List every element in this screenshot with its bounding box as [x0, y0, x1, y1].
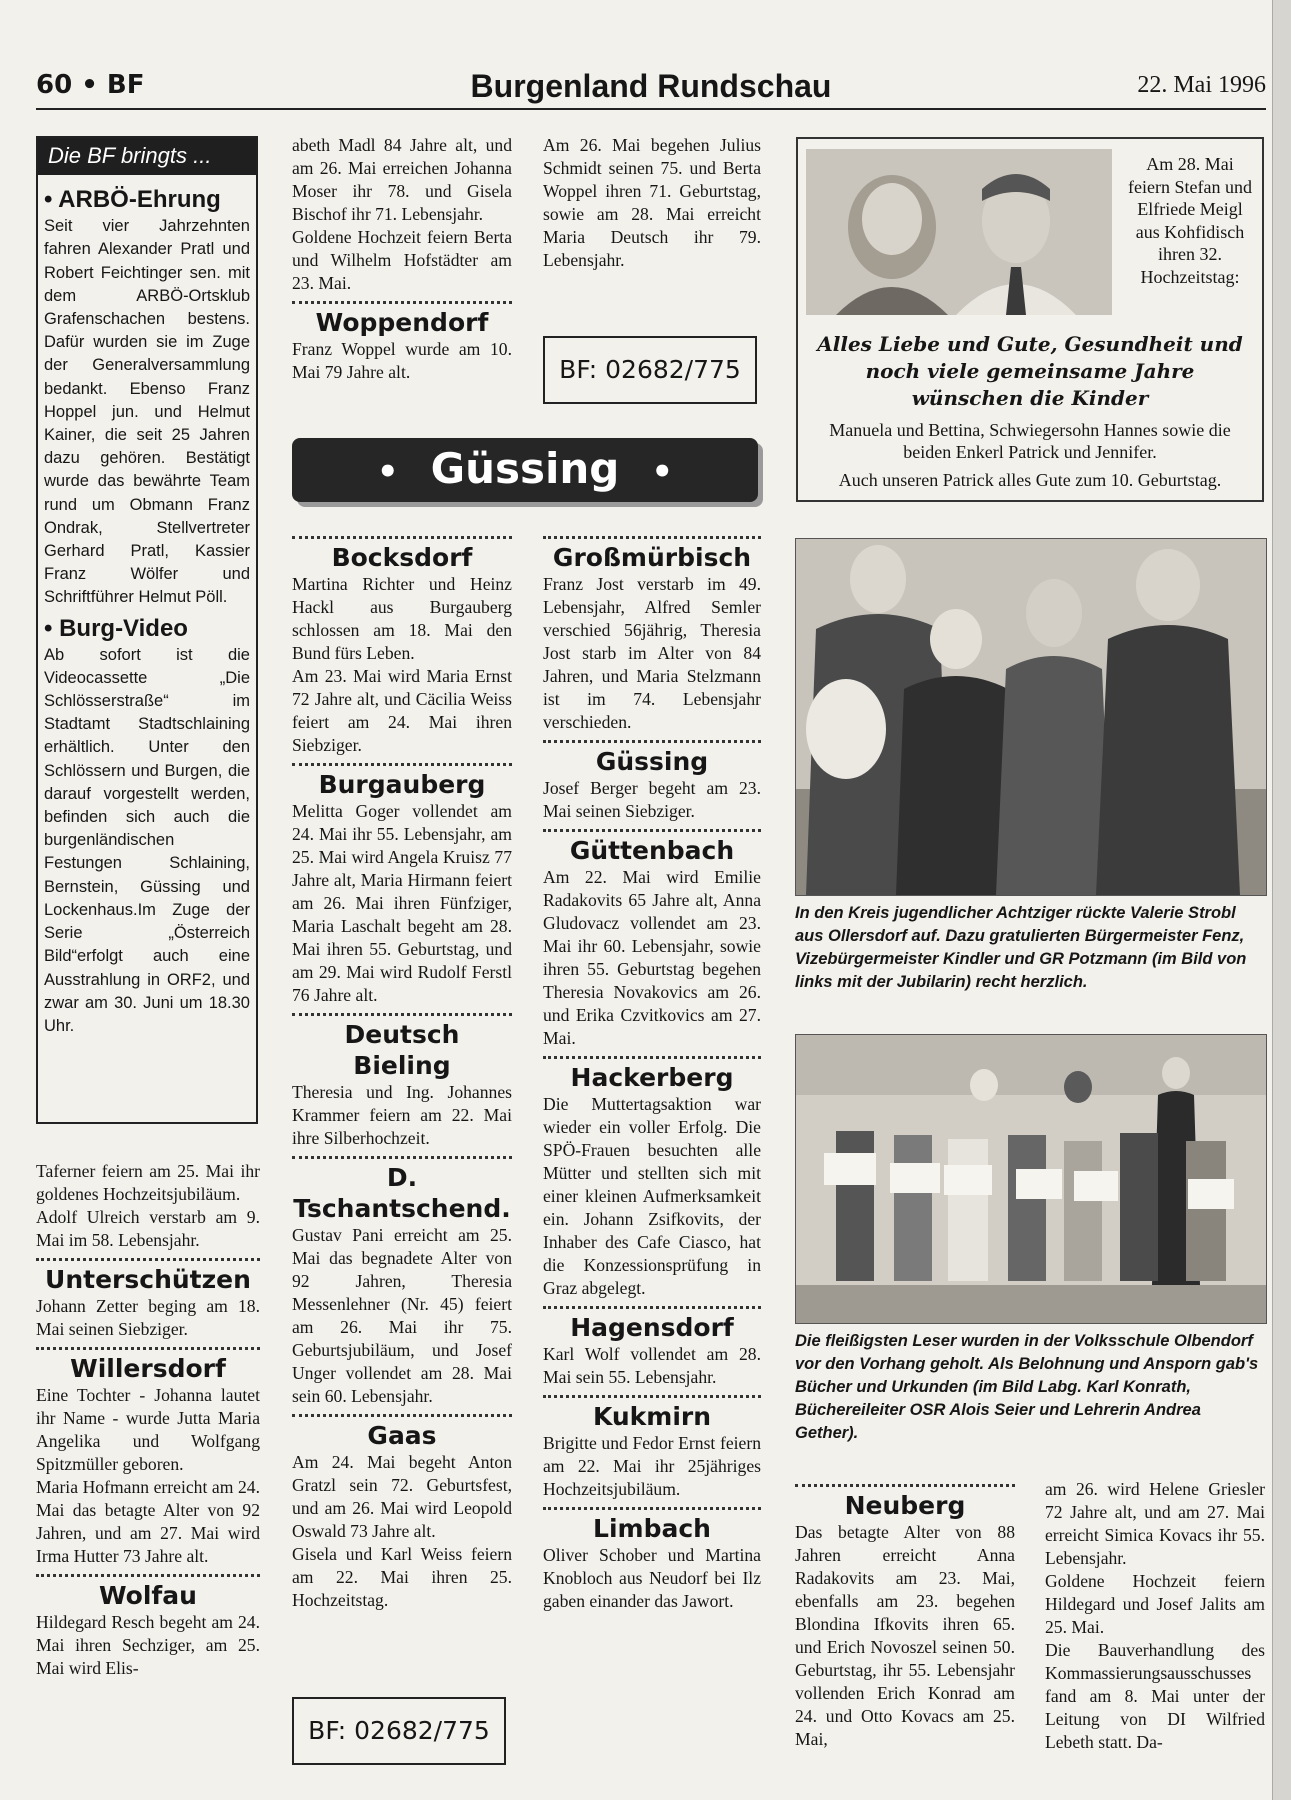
divider [795, 1484, 1015, 1487]
gaas-text-2: Gisela und Karl Weiss feiern am 22. Mai ihren 25. Hochzeitstag. [292, 1544, 512, 1610]
hagensdorf-text: Karl Wolf vollendet am 28. Mai sein 55. Lebensjahr. [543, 1344, 761, 1387]
phone-box-top: BF: 02682/775 [543, 336, 757, 404]
willersdorf-text-2: Maria Hofmann erreicht am 24. Mai das betagte Alter von 92 Jahren, und am 27. Mai wird Irma Hutter 73 Jahre alt. [36, 1477, 260, 1566]
divider [543, 829, 761, 832]
madl-text: abeth Madl 84 Jahre alt, und am 26. Mai erreichen Johanna Moser ihr 78. und Gisela Bischof ihr 71. Lebensjahr. [292, 135, 512, 224]
ad-side-text: Am 28. Mai feiern Stefan und Elfriede Meigl aus Kohfidisch ihren 32. Hochzeitstag: [1128, 154, 1252, 287]
couple-photo-art [806, 149, 1112, 315]
page-header [36, 68, 1266, 108]
divider [543, 536, 761, 539]
ad-note: Auch unseren Patrick alles Gute zum 10. Geburtstag. [838, 470, 1222, 490]
grossmuerbisch-head: Großmürbisch [552, 543, 752, 572]
column-5-bottom [1045, 1478, 1265, 1754]
divider [36, 1258, 260, 1261]
column-3-top [543, 134, 761, 272]
schmidt-text: Am 26. Mai begehen Julius Schmidt seinen 75. und Berta Woppel ihren 71. Geburtstag, sowie am 28. Mai erreicht Maria Deutsch ihr 79. Lebensjahr. [543, 135, 761, 270]
burg-video-head: • Burg-Video [44, 614, 188, 642]
hackerberg-head: Hackerberg [570, 1063, 734, 1092]
limbach-text: Oliver Schober und Martina Knobloch aus Neudorf bei Ilz gaben einander das Jawort. [543, 1545, 761, 1611]
guettenbach-head: Güttenbach [569, 836, 735, 865]
bocksdorf-head: Bocksdorf [331, 543, 473, 572]
guettenbach-text: Am 22. Mai wird Emilie Radakovits 65 Jahre alt, Anna Gludovacz vollendet am 23. Mai ihr 60. Lebensjahr, sowie ihren 55. Geburtstag begehen Theresia Novakovics am 26. und Erika Czvitkovics am 27. Mai. [543, 867, 761, 1048]
divider [543, 1056, 761, 1059]
tschantschend-text: Gustav Pani erreicht am 25. Mai das begnadete Alter von 92 Jahren, Theresia Messenlehner (Nr. 45) feiert am 26. Mai ihr 75. Geburtsjubiläum, und Josef Unger vollendet am 28. Mai sein 60. Lebensjahr. [292, 1225, 512, 1406]
column-1 [36, 1160, 260, 1680]
divider [292, 301, 512, 304]
column-2-top [292, 134, 512, 384]
kukmirn-head: Kukmirn [592, 1402, 712, 1431]
photo-jubilee [795, 538, 1267, 896]
divider [292, 1013, 512, 1016]
photo-school-art [796, 1035, 1266, 1323]
griesler-text: am 26. wird Helene Griesler 72 Jahre alt, und am 27. Mai erreicht Simica Kovacs ihr 55. Lebensjahr. [1045, 1479, 1265, 1568]
issue-date: 22. Mai 1996 [1137, 72, 1266, 98]
caption-jubilee: In den Kreis jugendlicher Achtziger rückte Valerie Strobl aus Ollersdorf auf. Dazu gratulierten Bürgermeister Fenz, Vizebürgermeister Kindler und GR Potzmann (im Bild von links mit der Jubilarin) recht herzlich. [795, 904, 1247, 991]
burgauberg-text: Melitta Goger vollendet am 24. Mai ihr 55. Lebensjahr, am 25. Mai wird Angela Kruisz 77 Jahre alt, Maria Hirmann feiert am 26. Mai ihren Fünfziger, Maria Laschalt begeht am 28. Mai ihren 55. Geburtstag, und am 29. Mai wird Rudolf Ferstl 76 Jahre alt. [292, 801, 512, 1005]
guessing-head: Güssing [595, 747, 709, 776]
bauverhandlung-text: Die Bauverhandlung des Kommassierungsausschusses fand am 8. Mai unter der Leitung von DI Wilfried Lebeth statt. Da- [1045, 1640, 1265, 1752]
grossmuerbisch-text: Franz Jost verstarb im 49. Lebensjahr, Alfred Semler verschied 56jährig, Theresia Jost starb im Alter von 84 Jahren, und Maria Stelzmann ist im 74. Lebensjahr verschieden. [543, 574, 761, 732]
ad-names: Manuela und Bettina, Schwiegersohn Hannes sowie die beiden Enkerl Patrick und Jennifer. [829, 420, 1231, 462]
deutsch-bieling-head: Deutsch Bieling [344, 1020, 460, 1080]
deutsch-bieling-text: Theresia und Ing. Johannes Krammer feiern am 22. Mai ihre Silberhochzeit. [292, 1082, 512, 1148]
hagensdorf-head: Hagensdorf [570, 1313, 734, 1342]
column-4-bottom [795, 1478, 1015, 1751]
kukmirn-text: Brigitte und Fedor Ernst feiern am 22. Mai ihr 25jähriges Hochzeitsjubiläum. [543, 1433, 761, 1499]
jalits-text: Goldene Hochzeit feiern Hildegard und Josef Jalits am 25. Mai. [1045, 1571, 1265, 1637]
bf-box-title: Die BF bringts ... [38, 138, 256, 175]
willersdorf-text-1: Eine Tochter - Johanna lautet ihr Name - wurde Jutta Maria Angelika und Wolfgang Spitzmüller geboren. [36, 1385, 260, 1474]
limbach-head: Limbach [593, 1514, 711, 1543]
divider [543, 740, 761, 743]
burgauberg-head: Burgauberg [318, 770, 486, 799]
guessing-text: Josef Berger begeht am 23. Mai seinen Siebziger. [543, 778, 761, 821]
divider [543, 1306, 761, 1309]
willersdorf-head: Willersdorf [70, 1354, 226, 1383]
page-spine [1272, 0, 1291, 1800]
arboe-ehrung-text: Seit vier Jahrzehnten fahren Alexander Pratl und Robert Feichtinger sen. mit dem ARBÖ-Ortsklub Grafenschachen bestens. Dafür wurden sie im Zuge der Generalversammlung bedankt. Ebenso Franz Hoppel jun. und Helmut Kainer, die seit 25 Jahren dazu gehören. Bestätigt wurde das bewährte Team rund um Obmann Franz Ondrak, Stellvertreter Gerhard Pratl, Kassier Franz Wölfer und Schriftführer Helmut Pöll. [44, 217, 250, 607]
paper-title: Burgenland Rundschau [470, 68, 832, 104]
gaas-head: Gaas [367, 1421, 437, 1450]
divider [292, 763, 512, 766]
bocksdorf-text-2: Am 23. Mai wird Maria Ernst 72 Jahre alt, und Cäcilia Weiss feiert am 24. Mai ihren Siebziger. [292, 666, 512, 755]
wolfau-text: Hildegard Resch begeht am 24. Mai ihren Sechziger, am 25. Mai wird Elis- [36, 1612, 260, 1678]
burg-video-text: Ab sofort ist die Videocassette „Die Schlösserstraße“ im Stadtamt Stadtschlaining erhältlich. Unter den Schlössern und Burgen, die darauf vorgestellt werden, befinden sich auch die burgenländischen Festungen Schlaining, Bernstein, Güssing und Lockenhaus.Im Zuge der Serie „Österreich Bild“erfolgt auch eine Ausstrahlung in ORF2, und zwar am 30. Juni um 18.30 Uhr. [44, 645, 250, 1035]
bocksdorf-text-1: Martina Richter und Heinz Hackl aus Burgauberg schlossen am 18. Mai den Bund fürs Leben. [292, 574, 512, 663]
divider [292, 536, 512, 539]
divider [36, 1347, 260, 1350]
column-2-lower [292, 530, 512, 1612]
header-rule [36, 108, 1266, 110]
unterschuetzen-text: Johann Zetter beging am 18. Mai seinen Siebziger. [36, 1296, 260, 1339]
neuberg-head: Neuberg [844, 1491, 966, 1520]
hackerberg-text: Die Muttertagsaktion war wieder ein voller Erfolg. Die SPÖ-Frauen besuchten alle Mütter und stellten sich mit einer kleinen Aufmerksamkeit ein. Johann Zsifkovits, der Inhaber des Cafe Ciasco, hat die Konzessionsprüfung in Graz abgelegt. [543, 1094, 761, 1298]
ad-wish: Alles Liebe und Gute, Gesundheit und noch viele gemeinsame Jahre wünschen die Kinder [817, 332, 1243, 410]
arboe-ehrung-head: • ARBÖ-Ehrung [44, 186, 221, 214]
hofstaedter-text: Goldene Hochzeit feiern Berta und Wilhelm Hofstädter am 23. Mai. [292, 227, 512, 293]
page-label: 60 • BF [36, 70, 145, 100]
phone-box-bottom: BF: 02682/775 [292, 1697, 506, 1765]
tschantschend-head: D. Tschantschend. [293, 1163, 511, 1223]
caption-school: Die fleißigsten Leser wurden in der Volksschule Olbendorf vor den Vorhang geholt. Als Belohnung und Ansporn gab's Bücher und Urkunden (im Bild Labg. Karl Konrath, Büchereileiter OSR Alois Seier und Lehrerin Andrea Gether). [795, 1332, 1259, 1442]
photo-jubilee-art [796, 539, 1266, 895]
banner-title: Güssing [430, 444, 620, 493]
taferner-text: Taferner feiern am 25. Mai ihr goldenes Hochzeitsjubiläum. [36, 1161, 260, 1204]
divider [543, 1395, 761, 1398]
divider [292, 1156, 512, 1159]
divider [36, 1574, 260, 1577]
photo-school [795, 1034, 1267, 1324]
gaas-text-1: Am 24. Mai begeht Anton Gratzl sein 72. Geburtsfest, und am 26. Mai wird Leopold Oswald 73 Jahre alt. [292, 1452, 512, 1541]
bf-bringts-box [36, 136, 258, 1124]
unterschuetzen-head: Unterschützen [45, 1265, 251, 1294]
couple-photo [806, 149, 1112, 315]
column-3-lower [543, 530, 761, 1613]
anniversary-ad [796, 137, 1264, 502]
bullet-left: • [376, 452, 399, 492]
divider [292, 1414, 512, 1417]
divider [543, 1507, 761, 1510]
woppendorf-text: Franz Woppel wurde am 10. Mai 79 Jahre alt. [292, 339, 512, 382]
woppendorf-head: Woppendorf [315, 308, 489, 337]
ulreich-text: Adolf Ulreich verstarb am 9. Mai im 58. Lebensjahr. [36, 1207, 260, 1250]
wolfau-head: Wolfau [99, 1581, 197, 1610]
guessing-banner [292, 438, 758, 502]
neuberg-text: Das betagte Alter von 88 Jahren erreicht Anna Radakovits am 23. Mai, ebenfalls am 23. begehen Blondina Ifkovits ihren 65. und Erich Novoszel seinen 50. Geburtstag, ihr 55. Lebensjahr vollenden Erich Konrad am 24. und Otto Kovacs am 25. Mai, [795, 1522, 1015, 1749]
bullet-right: • [651, 452, 674, 492]
